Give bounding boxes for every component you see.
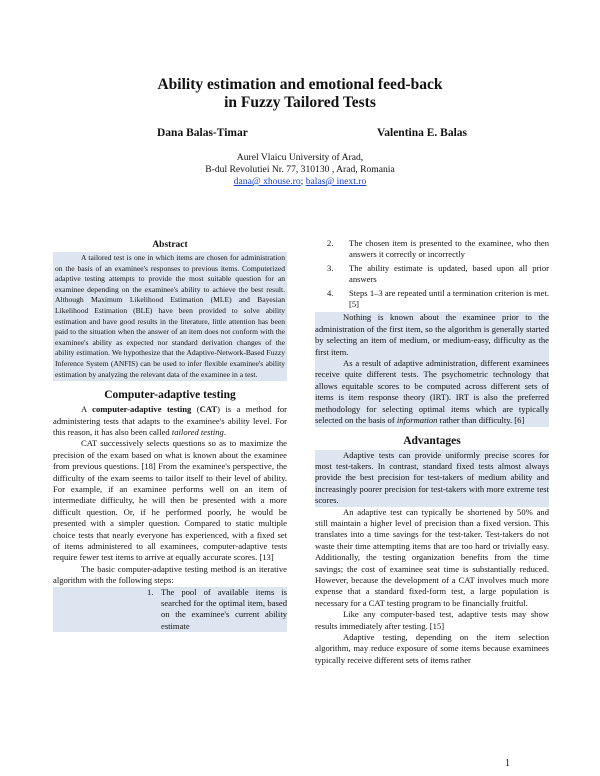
- list-item: [315, 263, 549, 286]
- step-number: 1.: [147, 586, 154, 597]
- right-column-body: [315, 238, 549, 427]
- cat-paragraph-1: A computer-adaptive testing (CAT) is a method for administering tests that adapts to the examinee's ability level. For this reason, it has also been called tailored testing.: [53, 404, 287, 437]
- steps-list-left: [53, 587, 287, 633]
- affiliation: [0, 152, 600, 188]
- advantages-body: [315, 450, 549, 667]
- step-text: Steps 1–3 are repeated until a termination criterion is met. [5]: [349, 287, 549, 310]
- step-number: 2.: [327, 238, 334, 248]
- advantages-paragraph-2: An adaptive test can typically be shortened by 50% and still maintain a higher level of precision than a fixed version. This translates into a time savings for the test-taker. Test-takers do not waste their time attempting items that are too hard or trivially easy. Additionally, the testing organization benefits from the time savings; the cost of examinee seat time is substantially reduced. However, because the development of a CAT involves much more expense that a standard fixed-form test, a large population is necessary for a CAT testing program to be financially fruitful.: [315, 506, 549, 608]
- abstract-text: A tailored test is one in which items are chosen for administration on the basis of an examinee's responses to previous items. Computerized adaptive testing attempts to provide the most suitable question for an examinee depending on the examinee's ability to achieve the best result. Although Maximum Likelihood Estimation (MLE) and Bayesian Likelihood Estimation (BLE) have been provided to solve ability estimation and have good results in the literature, little attention has been paid to the situation when the answer of an item does not conform with the examinee's ability as expected nor standard derivation changes of the ability estimation. We hypothesize that the Adaptive-Network-Based Fuzzy Inference System (ANFIS) can be used to infer flexible examinee's ability estimation by analyzing the relevant data of the examinee in a test.: [55, 253, 285, 379]
- affiliation-line-1: Aurel Vlaicu University of Arad,: [236, 152, 364, 163]
- abstract-body: [53, 252, 287, 381]
- cat-paragraph-3: The basic computer-adaptive testing method is an iterative algorithm with the following steps:: [53, 563, 287, 586]
- advantages-paragraph-1: Adaptive tests can provide uniformly precise scores for most test-takers. In contrast, standard fixed tests almost always provide the best precision for test-takers of medium ability and increasingly poorer precision for test-takers with more extreme test scores.: [315, 449, 549, 506]
- right-paragraph-1: Nothing is known about the examinee prior to the administration of the first item, so the algorithm is generally started by selecting an item of medium, or medium-easy, difficulty as the first item.: [315, 312, 549, 357]
- abstract-heading: Abstract: [152, 240, 188, 250]
- cat-paragraph-2: CAT successively selects questions so as to maximize the precision of the exam based on what is known about the examinee from previous questions. [18] From the examinee's perspective, the difficulty of the exam seems to tailor itself to their level of ability. For example, if an examinee performs well on an item of intermediate difficulty, he will then be presented with a more difficult question. Or, if he performed poorly, he would be presented with a simpler question. Compared to static multiple choice tests that nearly everyone has experienced, with a fixed set of items administered to all examinees, computer-adaptive tests require fewer test items to arrive at equally accurate scores. [13]: [53, 438, 287, 563]
- title-line-1: Ability estimation and emotional feed-back: [157, 76, 443, 93]
- author-2: Valentina E. Balas: [377, 127, 468, 139]
- cat-section-body: [53, 404, 287, 632]
- paper-title: [0, 76, 600, 112]
- step-text: The pool of available items is searched for the optimal item, based on the examinee's current ability estimate: [161, 586, 287, 631]
- list-item: [315, 288, 549, 311]
- title-line-2: in Fuzzy Tailored Tests: [224, 94, 376, 111]
- affiliation-line-2: B-dul Revolutiei Nr. 77, 310130 , Arad, Romania: [205, 164, 395, 175]
- affiliation-emails: [0, 176, 600, 188]
- page-number: 1: [505, 758, 510, 769]
- email-separator: ;: [300, 176, 306, 187]
- steps-list-right: [315, 238, 549, 310]
- advantages-paragraph-4: Adaptive testing, depending on the item selection algorithm, may reduce exposure of some items because examinees typically receive different sets of items rather: [315, 632, 549, 665]
- section-heading-advantages: Advantages: [403, 434, 461, 447]
- step-number: 4.: [327, 287, 334, 298]
- right-column: [315, 238, 549, 666]
- advantages-paragraph-3: Like any computer-based test, adaptive tests may show results immediately after testing. [15]: [315, 609, 549, 631]
- author-1: Dana Balas-Timar: [157, 127, 248, 139]
- list-item: [315, 238, 549, 261]
- left-column: [53, 240, 287, 634]
- step-text: The ability estimate is updated, based upon all prior answers: [349, 262, 549, 285]
- step-number: 3.: [327, 262, 334, 273]
- right-paragraph-2: As a result of adaptive administration, different examinees receive quite different tests. The psychometric technology that allows equitable scores to be computed across different sets of items is item response theory (IRT). IRT is also the preferred methodology for selecting optimal items which are typically selected on the basis of information rather than difficulty. [6]: [315, 358, 549, 426]
- step-text: The chosen item is presented to the examinee, who then answers it correctly or incorrectly: [349, 238, 549, 260]
- email-link-2[interactable]: balas@ inext.ro: [305, 176, 367, 187]
- list-item: [53, 587, 287, 633]
- email-link-1[interactable]: dana@ xhouse.ro: [233, 176, 301, 187]
- section-heading-cat: Computer-adaptive testing: [104, 389, 236, 402]
